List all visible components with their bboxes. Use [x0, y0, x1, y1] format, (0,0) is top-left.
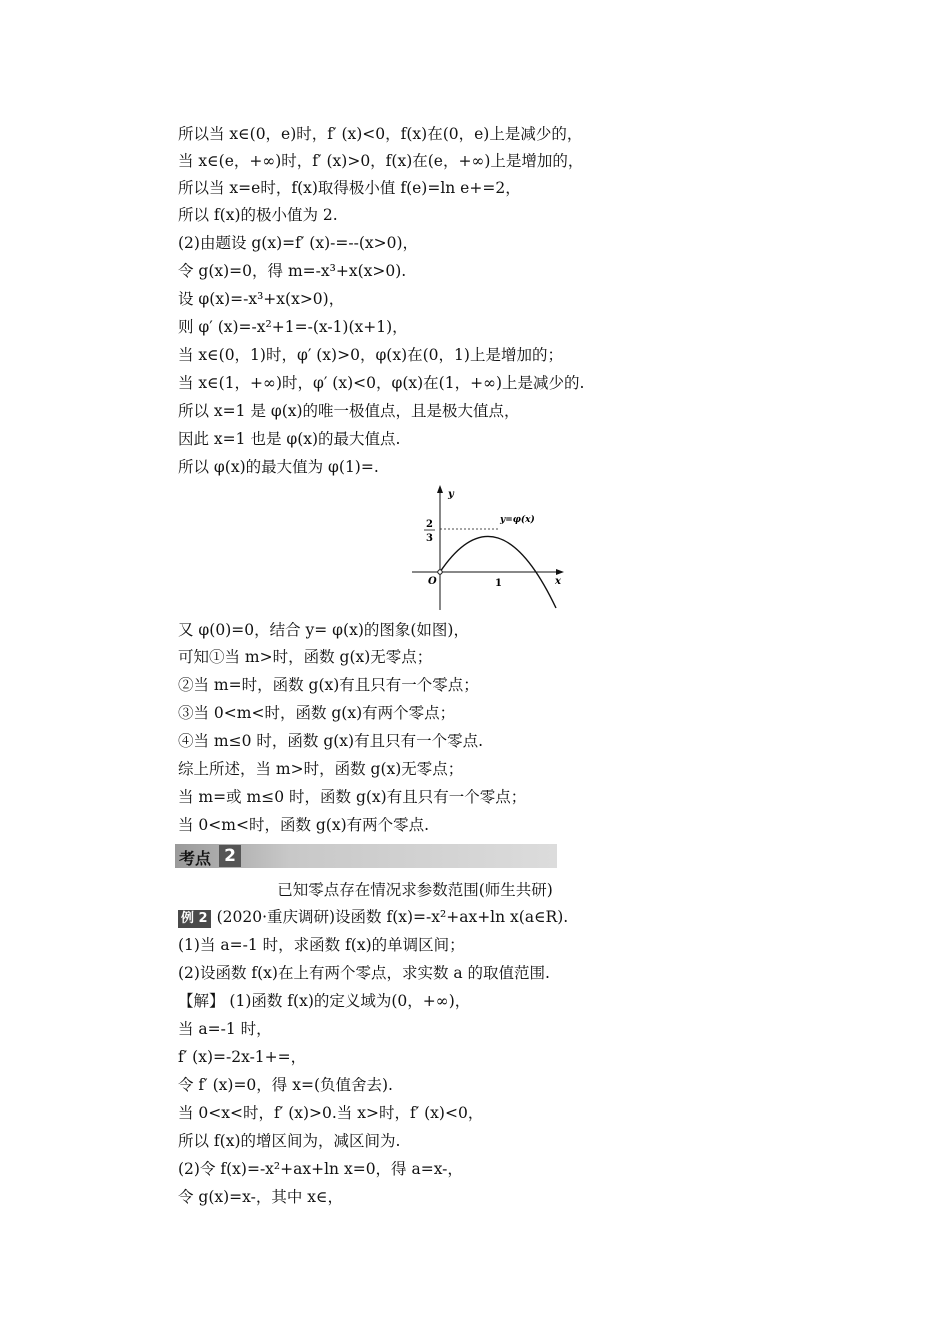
text-line: 因此 x=1 也是 φ(x)的最大值点. [178, 430, 401, 448]
text-line: 当 x∈(e，+∞)时，f′ (x)>0，f(x)在(e，+∞)上是增加的， [178, 152, 584, 170]
text-line: 所以 f(x)的增区间为，减区间为. [178, 1132, 401, 1150]
text-line: 所以 x=1 是 φ(x)的唯一极值点，且是极大值点， [178, 402, 520, 420]
x-tick-1: 1 [495, 578, 502, 589]
x-axis-label: x [555, 576, 561, 587]
x-axis-arrow-icon [556, 569, 564, 575]
kaodian-label: 考点 [179, 849, 212, 868]
text-line: 当 a=-1 时， [178, 1020, 272, 1038]
text-line: 【解】 (1)函数 f(x)的定义域为(0，+∞)， [178, 992, 471, 1010]
y-tick-numerator: 2 [426, 519, 433, 530]
text-line: ③当 0<m<时，函数 g(x)有两个零点； [178, 704, 456, 722]
text-line: 当 m=或 m≤0 时，函数 g(x)有且只有一个零点； [178, 788, 527, 806]
text-line: (2)由题设 g(x)=f′ (x)-=--(x>0)， [178, 234, 419, 252]
text-line: 当 x∈(0，1)时，φ′ (x)>0，φ(x)在(0，1)上是增加的； [178, 346, 563, 364]
kaodian-number: 2 [219, 845, 241, 867]
text-line: 所以 f(x)的极小值为 2. [178, 206, 338, 224]
text-line: 所以 φ(x)的最大值为 φ(1)=. [178, 458, 379, 476]
text-line: (1)当 a=-1 时，求函数 f(x)的单调区间； [178, 936, 465, 954]
example-text: (2020·重庆调研)设函数 f(x)=-x²+ax+ln x(a∈R). [216, 908, 569, 926]
text-line: 令 f′ (x)=0，得 x=(负值舍去). [178, 1076, 393, 1094]
text-line: 所以当 x∈(0，e)时，f′ (x)<0，f(x)在(0，e)上是减少的， [178, 125, 583, 143]
y-axis-arrow-icon [437, 485, 443, 493]
text-line: (2)令 f(x)=-x²+ax+ln x=0，得 a=x-， [178, 1160, 463, 1178]
phi-graph [412, 482, 572, 612]
text-line: ④当 m≤0 时，函数 g(x)有且只有一个零点. [178, 732, 484, 750]
y-tick-denominator: 3 [426, 533, 433, 544]
y-axis-label: y [448, 489, 454, 500]
origin-open-point [438, 570, 442, 574]
text-line: 令 g(x)=x-，其中 x∈， [178, 1188, 344, 1206]
text-line: 当 0<m<时，函数 g(x)有两个零点. [178, 816, 430, 834]
section-subtitle: 已知零点存在情况求参数范围(师生共研) [277, 881, 553, 899]
origin-label: O [428, 576, 437, 587]
text-line: ②当 m=时，函数 g(x)有且只有一个零点； [178, 676, 479, 694]
text-line: 综上所述，当 m>时，函数 g(x)无零点； [178, 760, 464, 778]
text-line: f′ (x)=-2x-1+=， [178, 1048, 307, 1066]
text-line: 当 x∈(1，+∞)时，φ′ (x)<0，φ(x)在(1，+∞)上是减少的. [178, 374, 585, 392]
example-line [178, 907, 568, 928]
text-line: 则 φ′ (x)=-x²+1=-(x-1)(x+1)， [178, 318, 408, 336]
text-line: 令 g(x)=0，得 m=-x³+x(x>0). [178, 262, 407, 280]
text-line: 当 0<x<时，f′ (x)>0.当 x>时，f′ (x)<0， [178, 1104, 484, 1122]
text-line: 所以当 x=e时，f(x)取得极小值 f(e)=ln e+=2， [178, 179, 521, 197]
text-line: 设 φ(x)=-x³+x(x>0)， [178, 290, 345, 308]
curve-label: y=φ(x) [500, 515, 535, 525]
text-line: (2)设函数 f(x)在上有两个零点，求实数 a 的取值范围. [178, 964, 550, 982]
text-line: 可知①当 m>时，函数 g(x)无零点； [178, 648, 433, 666]
kaodian-section-banner [175, 844, 557, 868]
text-line: 又 φ(0)=0，结合 y= φ(x)的图象(如图)， [178, 621, 469, 639]
example-tag: 例 2 [178, 910, 211, 928]
